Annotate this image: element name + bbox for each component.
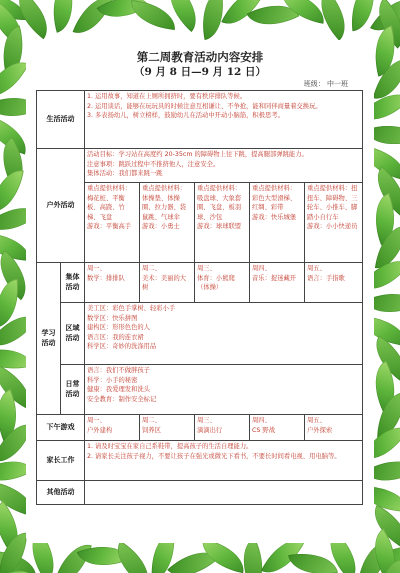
other-label: 其他活动 [37, 481, 85, 505]
group-topic: 美术：美丽的大树 [142, 274, 187, 292]
study-label: 学习活动 [37, 263, 61, 415]
afternoon-day [305, 415, 363, 441]
group-topic: 音乐：捉迷藏开 [252, 274, 297, 282]
day-name: 周二、 [142, 265, 161, 272]
schedule-table [36, 90, 363, 505]
outdoor-game: 游戏：平衡高手 [87, 223, 132, 231]
afternoon-game: CS 野战 [252, 426, 275, 434]
outdoor-materials: 重点提供材料：体操垫、体操圈、拉力器、袋鼠跳、气球伞 [142, 185, 187, 221]
family-label: 家长工作 [37, 441, 85, 481]
group-day [85, 263, 140, 303]
outdoor-game: 游戏：球球联盟 [197, 223, 242, 231]
outdoor-label: 户外活动 [37, 149, 85, 263]
group-topic: 体育：小熊爬（体操） [197, 274, 235, 292]
afternoon-day [85, 415, 140, 441]
outdoor-day [250, 183, 305, 263]
afternoon-day [195, 415, 250, 441]
outdoor-materials: 重点提供材料：扭扭车、障碍物、三轮车、小推车、脚踏小自行车 [307, 185, 358, 221]
outdoor-game: 游戏：小勇士 [142, 223, 180, 231]
day-name: 周二、 [142, 417, 161, 424]
daily-item: 健康：我爱理发和洗头 [87, 386, 150, 394]
outdoor-materials: 重点提供材料：梅花桩、平衡板、高跷、竹梯、飞盘 [87, 185, 132, 221]
outdoor-materials: 重点提供材料：吸盘球、大象套圈、飞盘、板羽球、沙包 [197, 185, 242, 221]
outdoor-game: 游戏：小小快递员 [307, 223, 358, 231]
daily-item: 安全教育：制作安全标记 [87, 395, 157, 403]
outdoor-group: 集体活动：我们都来跳一跳 [87, 170, 163, 178]
group-day [195, 263, 250, 303]
outdoor-day [305, 183, 363, 263]
afternoon-game: 滴滴出行 [197, 426, 223, 434]
life-cell [85, 91, 363, 149]
afternoon-label: 下午游戏 [37, 415, 85, 441]
daily-cell [85, 365, 363, 415]
daily-label: 日常活动 [61, 365, 85, 415]
area-item: 数学区：快乐拼图 [87, 314, 138, 322]
group-topic: 数学：排排队 [87, 274, 125, 282]
afternoon-game: 饲养区 [142, 426, 161, 434]
area-item: 语言区：我的连衣裙 [87, 333, 144, 341]
group-topic: 语言：手指歌 [307, 274, 345, 282]
outdoor-day [195, 183, 250, 263]
family-item: 1. 请及时宝宝在家自己系鞋带，提高孩子的生活自理能力。 [87, 443, 253, 450]
afternoon-game: 户外建构 [87, 426, 113, 434]
leaf-icon [129, 0, 177, 30]
day-name: 周一、 [87, 417, 106, 424]
outdoor-intro [85, 149, 363, 183]
page-subtitle: （9 月 8 日—9 月 12 日） [134, 66, 266, 78]
life-line: 1. 运用故事，知道在上厕所拥挤时，要有秩序排队等候。 [87, 93, 247, 100]
outdoor-day [85, 183, 140, 263]
group-day [305, 263, 363, 303]
day-name: 周三、 [197, 265, 216, 272]
afternoon-day [250, 415, 305, 441]
area-item: 建构区：形形色色的人 [87, 324, 150, 332]
outdoor-notice: 注意事项：跳跃过程中不推挤他人，注意安全。 [87, 160, 220, 168]
family-item: 2. 请家长关注孩子视力，不要让孩子在强光或微光下看书，不要长时间看电视、用电脑等。 [87, 452, 341, 460]
afternoon-day [140, 415, 195, 441]
group-day [250, 263, 305, 303]
area-label: 区域活动 [61, 303, 85, 365]
area-cell [85, 303, 363, 365]
life-line: 3. 多表扬幼儿，树立榜样，鼓励幼儿在活动中开动小脑筋，积极思考。 [87, 112, 284, 120]
afternoon-game: 户外探索 [307, 426, 333, 434]
outdoor-goal: 活动目标：学习站在高度约 20-35cm 的障碍物上往下跳，提高腿部弹跳能力。 [87, 151, 308, 158]
life-label: 生活活动 [37, 91, 85, 149]
outdoor-materials: 重点提供材料：彩色大型滑梯、红绸、彩带 [252, 185, 297, 212]
area-item: 科学区：奇妙的洗涤用品 [87, 343, 157, 351]
group-day [140, 263, 195, 303]
area-item: 美工区：彩色手掌树、轻彩小手 [87, 305, 176, 312]
day-name: 周三、 [197, 417, 216, 424]
day-name: 周四、 [252, 265, 271, 272]
group-label: 集体活动 [61, 263, 85, 303]
outdoor-day [140, 183, 195, 263]
life-line: 2. 运用谈话，能够在玩玩具的时候注意互相谦让、不争抢，能和同伴商量着交换玩。 [87, 102, 322, 110]
page-title: 第二周教育活动内容安排 [136, 50, 264, 64]
day-name: 周四、 [252, 417, 271, 424]
family-cell [85, 441, 363, 481]
day-name: 周一、 [87, 265, 106, 272]
day-name: 周五、 [307, 265, 326, 272]
daily-item: 科学：小手的秘密 [87, 376, 138, 384]
daily-item: 语言：我们不做胖孩子 [87, 367, 150, 374]
day-name: 周五、 [307, 417, 326, 424]
class-label: 班级： 中一班 [303, 80, 348, 88]
outdoor-game: 游戏：快乐城堡 [252, 213, 297, 221]
other-cell [85, 481, 363, 505]
